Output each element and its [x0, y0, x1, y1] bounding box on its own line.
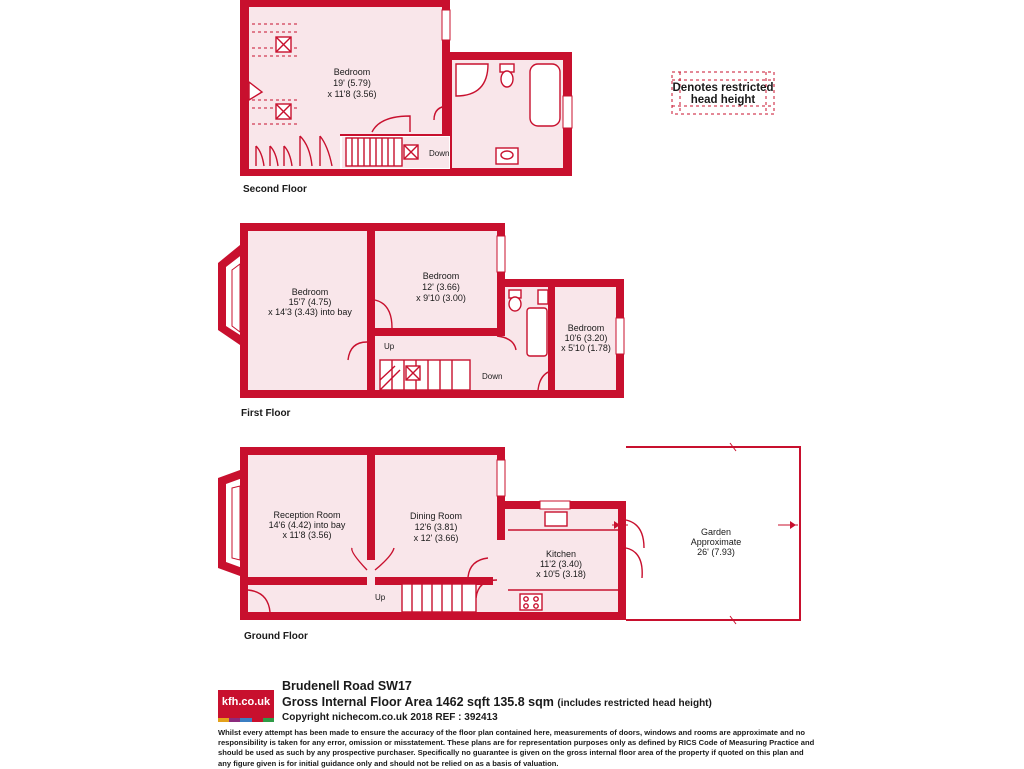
kitchen-sink-icon [545, 512, 567, 526]
kitchen-dim2: x 10'5 (3.18) [536, 569, 586, 579]
first-floor-title: First Floor [241, 408, 291, 419]
second-bedroom-dim1: 19' (5.79) [333, 78, 371, 88]
floor-area-note: (includes restricted head height) [557, 698, 712, 709]
first-bedroom3-dim2: x 5'10 (1.78) [561, 343, 611, 353]
bath-icon [530, 64, 560, 126]
first-up-label: Up [384, 342, 395, 351]
bath-icon [527, 308, 547, 356]
window-icon [563, 96, 572, 128]
second-bedroom-dim2: x 11'8 (3.56) [327, 89, 377, 99]
second-floor-plan [240, 0, 572, 176]
dining-room-dim2: x 12' (3.66) [413, 533, 459, 543]
first-staircase-icon [380, 360, 470, 390]
disclaimer-text: Whilst every attempt has been made to ensure the accuracy of the floor plan contained here, measurements of doors, windows and rooms are approximate and no responsibility is taken for any error, omission or misstatement. These plans are for representation purposes only as defined by RICS Code of Measuring Practice and should be used as such by any prospective purchaser. Specifically no guarantee is given on the gross internal floor area of the property if quoted on this plan and any figure given is for initial guidance only and should not be relied on as a basis of valuation. [218, 728, 815, 768]
restricted-height-legend [672, 72, 774, 114]
floor-area-line [282, 695, 712, 709]
ground-staircase-icon [402, 584, 476, 612]
gross-floor-area: Gross Internal Floor Area 1462 sqft 135.8 sqm [282, 695, 554, 709]
first-bedroom2-name: Bedroom [422, 271, 460, 281]
window-icon [497, 236, 505, 272]
garden-dim1: Approximate [690, 537, 742, 547]
first-bedroom3-dim1: 10'6 (3.20) [564, 333, 608, 343]
first-bedroom2-dim1: 12' (3.66) [422, 282, 460, 292]
garden-name: Garden [700, 527, 732, 537]
second-down-label: Down [429, 149, 450, 158]
logo-color-swatch [252, 718, 263, 722]
ground-floor-title: Ground Floor [244, 631, 308, 642]
legend-text-line2: head height [690, 94, 756, 106]
second-floor-title: Second Floor [243, 184, 307, 195]
copyright-text: Copyright nichecom.co.uk 2018 REF : 392413 [282, 712, 498, 723]
first-bedroom3-name: Bedroom [567, 323, 605, 333]
logo-text: kfh.co.uk [221, 696, 271, 708]
first-bedroom2-dim2: x 9'10 (3.00) [416, 293, 466, 303]
window-icon [616, 318, 624, 354]
window-icon [540, 501, 570, 509]
reception-room-dim1: 14'6 (4.42) into bay [268, 520, 346, 530]
logo-color-strip [218, 718, 274, 722]
second-bedroom-name: Bedroom [333, 67, 371, 77]
kfh-logo [218, 690, 274, 722]
logo-color-swatch [263, 718, 274, 722]
window-icon [442, 10, 450, 40]
window-icon [497, 460, 505, 496]
dining-room-dim1: 12'6 (3.81) [414, 522, 458, 532]
dining-room-name: Dining Room [409, 511, 463, 521]
first-down-label: Down [482, 372, 503, 381]
kitchen-name: Kitchen [545, 549, 577, 559]
kitchen-dim1: 11'2 (3.40) [539, 559, 583, 569]
first-bedroom1-name: Bedroom [291, 287, 329, 297]
reception-room-dim2: x 11'8 (3.56) [282, 530, 332, 540]
logo-color-swatch [229, 718, 240, 722]
property-address: Brudenell Road SW17 [282, 679, 412, 693]
bay-window-icon [232, 264, 240, 332]
first-bedroom1-dim2: x 14'3 (3.43) into bay [268, 307, 352, 317]
first-bedroom1-dim1: 15'7 (4.75) [288, 297, 332, 307]
logo-color-swatch [240, 718, 251, 722]
reception-room-name: Reception Room [273, 510, 341, 520]
legend-text-line1: Denotes restricted [672, 82, 774, 94]
basin-icon [538, 290, 548, 304]
ground-up-label: Up [375, 593, 386, 602]
bay-window-icon [232, 486, 240, 560]
garden-dim2: 26' (7.93) [697, 547, 735, 557]
hob-icon [520, 594, 542, 610]
logo-color-swatch [218, 718, 229, 722]
